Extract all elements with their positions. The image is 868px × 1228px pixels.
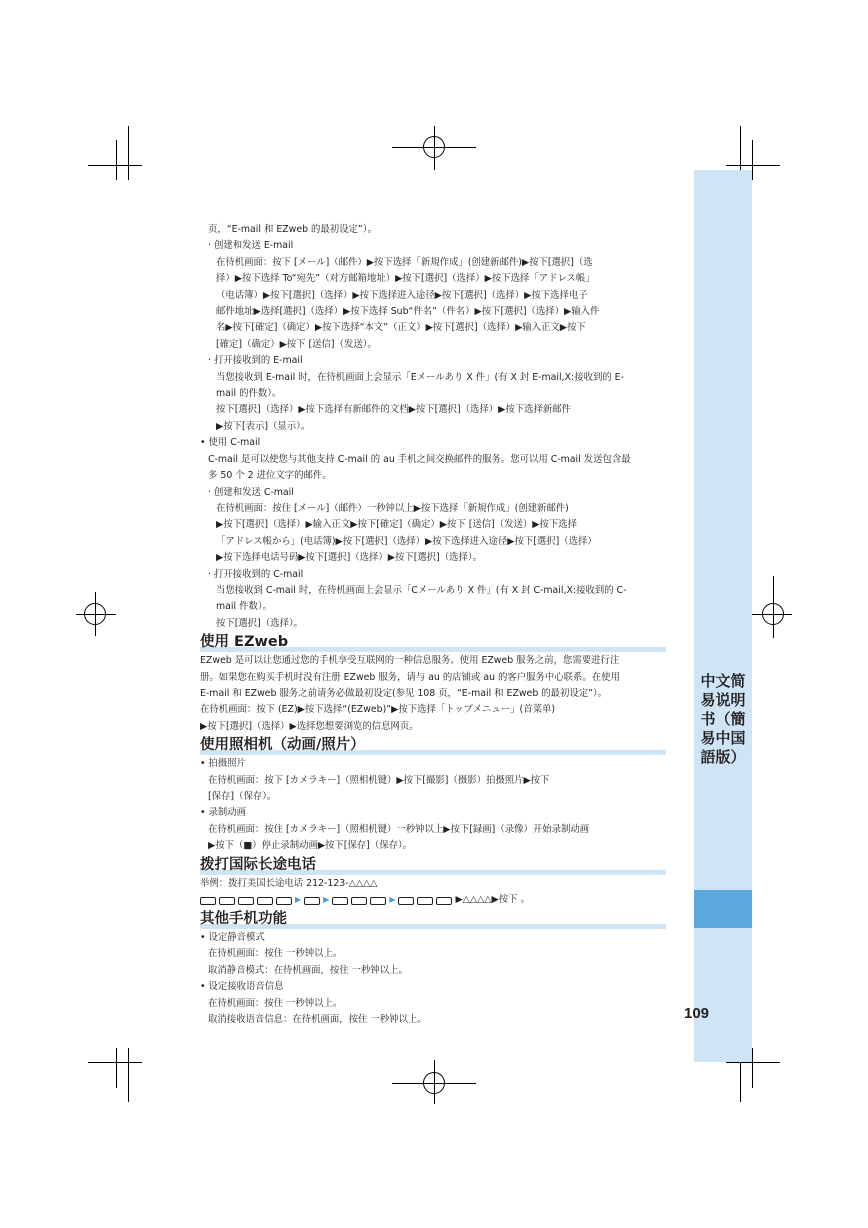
sub-heading: · 打开接收到的 E-mail [208, 355, 303, 367]
paragraph: 「アドレス帳から」(电话簿)▶按下[選択]（选择）▶按下选择进入途径▶按下[選択]（选择） [216, 535, 597, 547]
bullet-heading: • 使用 C-mail [200, 437, 261, 449]
key-icon [276, 897, 292, 905]
crop-mark [726, 165, 780, 166]
registration-mark [752, 614, 792, 615]
arrow-icon: ▶ [389, 895, 396, 905]
key-icon [370, 897, 386, 905]
paragraph: 名▶按下[確定]（确定）▶按下选择“本文”（正文）▶按下[選択]（选择）▶输入正文▶按下 [216, 322, 586, 334]
crop-mark [88, 165, 142, 166]
paragraph: ▶按下[選択]（选择）▶选择您想要浏览的信息网页。 [200, 720, 419, 732]
paragraph: 多 50 个 2 进位文字的邮件。 [208, 470, 332, 482]
paragraph: 在待机画面：按住 一秒钟以上。 [208, 948, 343, 960]
section-heading [200, 856, 666, 876]
registration-mark [434, 126, 435, 170]
key-icon [351, 897, 367, 905]
sub-heading: · 创建和发送 C-mail [208, 486, 294, 498]
paragraph: 在待机画面：按下 [カメラキー]（照相机键）▶按下[撮影]（摄影）拍摄照片▶按下 [208, 774, 550, 786]
paragraph: （电话簿）▶按下[選択]（选择）▶按下选择进入途径▶按下[選択]（选择）▶按下选择电子 [216, 289, 588, 301]
section-title: 拨打国际长途电话 [200, 856, 316, 873]
crop-mark [128, 126, 129, 180]
section-title: 其他手机功能 [200, 911, 287, 928]
paragraph: 在待机画面：按住 [カメラキー]（照相机键）一秒钟以上▶按下[録画]（录像）开始录制动画 [208, 823, 590, 835]
paragraph: C-mail 是可以使您与其他支持 C-mail 的 au 手机之间交换邮件的服务。您可以用 C-mail 发送包含最 [208, 453, 631, 465]
paragraph: 在待机画面：按住 [メール]（邮件）一秒钟以上▶按下选择「新規作成」(创建新邮件) [216, 502, 569, 514]
bullet-heading: • 设定接收语音信息 [200, 981, 284, 993]
sub-heading: · 创建和发送 E-mail [208, 240, 294, 252]
paragraph: E-mail 和 EZweb 服务之前请务必做最初设定(参见 108 页，“E-mail 和 EZweb 的最初设定”）。 [200, 687, 608, 699]
arrow-icon: ▶ [295, 895, 302, 905]
paragraph: [確定]（确定）▶按下 [送信]（发送）。 [216, 338, 377, 350]
crop-mark [116, 140, 117, 180]
paragraph: 取消静音模式：在待机画面，按住 一秒钟以上。 [208, 964, 408, 976]
registration-mark [773, 576, 774, 638]
paragraph: ▶△△△△▶按下 。 [455, 894, 530, 906]
key-icon [436, 897, 452, 905]
page-number: 109 [684, 1005, 710, 1022]
registration-mark [95, 592, 96, 636]
paragraph: EZweb 是可以让您通过您的手机享受互联网的一种信息服务。使用 EZweb 服务之前，您需要进行注 [200, 655, 620, 667]
paragraph: 举例：拨打美国长途电话 212-123-△△△△ [200, 877, 378, 889]
main-content [200, 222, 666, 1028]
key-icon [332, 897, 348, 905]
paragraph: mail 的件数）。 [216, 388, 282, 400]
side-tab-title: 中文简易说明书（簡易中国語版） [700, 672, 746, 766]
sub-heading: · 打开接收到的 C-mail [208, 568, 304, 580]
paragraph: 邮件地址▶选择[選択]（选择）▶按下选择 Sub“件名”（件名）▶按下[選択]（选择）▶输入件 [216, 306, 600, 318]
paragraph: 在待机画面：按下 (EZ)▶按下选择“(EZweb)”▶按下选择「トップメニュー」(首菜单) [200, 704, 555, 716]
paragraph: ▶按下[選択]（选择）▶输入正文▶按下[確定]（确定）▶按下 [送信]（发送）▶按下选择 [216, 519, 577, 531]
key-icon [398, 897, 414, 905]
crop-mark [88, 1062, 142, 1063]
paragraph: 取消接收语音信息：在待机画面，按住 一秒钟以上。 [208, 1014, 427, 1026]
paragraph: mail 件数）。 [216, 601, 272, 613]
section-heading [200, 736, 666, 756]
paragraph: 册。如果您在购买手机时没有注册 EZweb 服务，请与 au 的店铺或 au 的客户服务中心联系。在使用 [200, 671, 620, 683]
side-tab-marker [694, 890, 752, 928]
paragraph: ▶按下（■）停止录制动画▶按下[保存]（保存）。 [208, 840, 413, 852]
section-title: 使用 EZweb [200, 634, 289, 651]
registration-mark [434, 1060, 435, 1104]
paragraph: 择）▶按下选择 To“宛先”（对方邮箱地址）▶按下[選択]（选择）▶按下选择「アドレス帳」 [216, 273, 595, 285]
paragraph: 当您接收到 C-mail 时，在待机画面上会显示「Cメールあり X 件」(有 X 封 C-mail,X:接收到的 C- [216, 584, 627, 596]
paragraph: ▶按下选择电话号码▶按下[選択]（选择）▶按下[選択]（选择）。 [216, 552, 482, 564]
arrow-icon: ▶ [323, 895, 330, 905]
registration-mark [76, 614, 116, 615]
paragraph: 当您接收到 E-mail 时，在待机画面上会显示「Eメールあり X 件」(有 X 封 E-mail,X:接收到的 E- [216, 371, 624, 383]
crop-mark [726, 1062, 780, 1063]
key-sequence [200, 892, 666, 909]
paragraph: 按下[選択]（选择）。 [216, 617, 303, 629]
key-icon [417, 897, 433, 905]
paragraph: 页，“E-mail 和 EZweb 的最初设定”）。 [208, 224, 377, 235]
key-icon [200, 897, 216, 905]
key-icon [304, 897, 320, 905]
key-icon [257, 897, 273, 905]
paragraph: 在待机画面：按下 [メール]（邮件）▶按下选择「新規作成」(创建新邮件)▶按下[選択]（选 [216, 256, 593, 268]
paragraph: [保存]（保存）。 [208, 791, 277, 802]
bullet-heading: • 录制动画 [200, 807, 247, 819]
section-heading [200, 633, 666, 653]
crop-mark [116, 1048, 117, 1088]
key-icon [238, 897, 254, 905]
bullet-heading: • 设定静音模式 [200, 932, 265, 944]
bullet-heading: • 拍摄照片 [200, 758, 247, 770]
section-heading [200, 910, 666, 930]
crop-mark [752, 140, 753, 180]
key-icon [219, 897, 235, 905]
section-title: 使用照相机（动画/照片） [200, 737, 365, 754]
crop-mark [128, 1048, 129, 1102]
side-tab [694, 170, 752, 1062]
paragraph: 在待机画面：按住 一秒钟以上。 [208, 997, 343, 1009]
paragraph: 按下[選択]（选择）▶按下选择有新邮件的文档▶按下[選択]（选择）▶按下选择新邮件 [216, 404, 572, 416]
crop-mark [752, 1048, 753, 1088]
paragraph: ▶按下[表示]（显示）。 [216, 420, 311, 432]
